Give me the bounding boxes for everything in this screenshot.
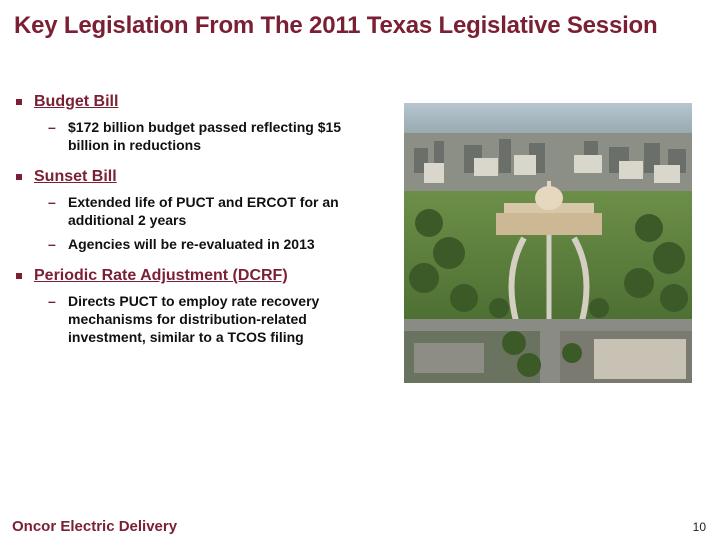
section-budget-bill xyxy=(14,92,394,154)
section-item: $172 billion budget passed reflecting $15 billion in reductions xyxy=(68,119,342,153)
bullet-list xyxy=(14,92,394,359)
section-heading: Budget Bill xyxy=(34,93,119,110)
section-sunset-bill xyxy=(14,167,394,253)
square-bullet-icon xyxy=(16,99,22,105)
section-periodic-rate-adjustment xyxy=(14,266,394,346)
section-item: Directs PUCT to employ rate recovery mechanisms for distribution-related investment, similar to a TCOS filing xyxy=(68,293,320,345)
capitol-aerial-photo xyxy=(404,103,692,383)
section-heading: Periodic Rate Adjustment (DCRF) xyxy=(34,267,288,284)
square-bullet-icon xyxy=(16,174,22,180)
company-name: Oncor Electric Delivery xyxy=(12,518,178,535)
section-item: Agencies will be re-evaluated in 2013 xyxy=(68,236,315,252)
section-item: Extended life of PUCT and ERCOT for an additional 2 years xyxy=(68,194,339,228)
slide-title: Key Legislation From The 2011 Texas Legislative Session xyxy=(14,12,658,39)
page-number: 10 xyxy=(692,520,706,534)
dash-bullet-icon: – xyxy=(48,119,56,135)
dash-bullet-icon: – xyxy=(48,236,56,252)
square-bullet-icon xyxy=(16,273,22,279)
section-heading: Sunset Bill xyxy=(34,168,117,185)
dash-bullet-icon: – xyxy=(48,194,56,210)
dash-bullet-icon: – xyxy=(48,293,56,309)
